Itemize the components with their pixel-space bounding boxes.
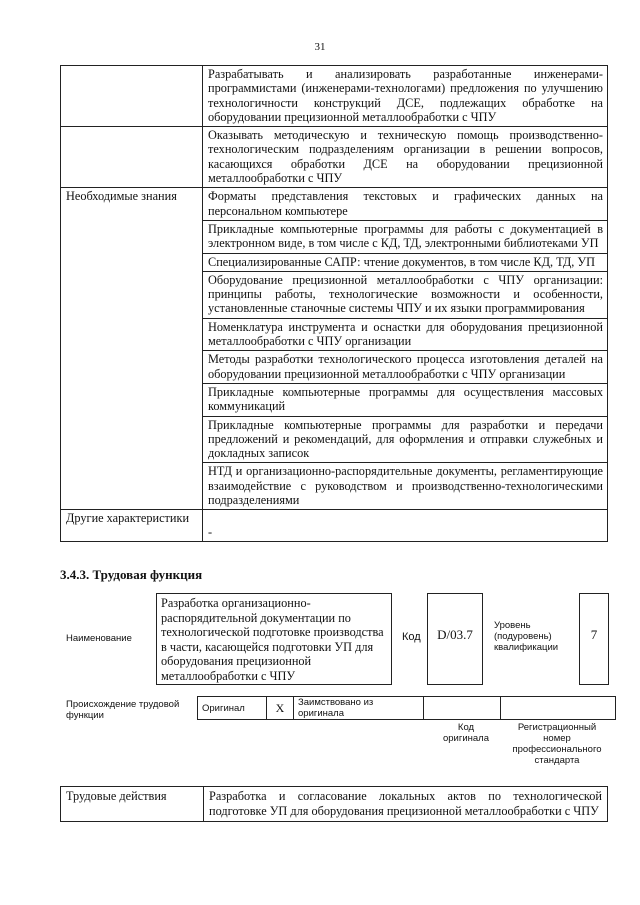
level-value: 7 [590, 627, 598, 642]
code-value-box [427, 593, 483, 685]
origin-table [197, 696, 616, 720]
table-row [61, 188, 608, 221]
page-number: 31 [314, 41, 326, 53]
borrowed-label: Заимствовано из оригинала [294, 697, 424, 720]
table-row [61, 127, 608, 188]
row-text: Специализированные САПР: чтение документов, в том числе КД, ТД, УП [203, 253, 608, 271]
row-text: Прикладные компьютерные программы для осуществления массовых коммуникаций [203, 383, 608, 416]
section-title: 3.4.3. Трудовая функция [60, 567, 203, 582]
original-code-cell [424, 697, 501, 720]
actions-text: Разработка и согласование локальных актов по технологической подготовке УП для оборудования прецизионной металлообработки с ЧПУ [204, 787, 608, 822]
row-text: Оказывать методическую и техническую помощь производственно-технологическим подразделениям организации в решении вопросов, касающихся обработки ДСЕ на оборудовании прецизионной металлообработки с ЧПУ [203, 127, 608, 188]
competency-table [60, 65, 608, 542]
row-label-other: Другие характеристики [61, 510, 203, 542]
reg-number-label: Регистрационный номер профессионального стандарта [512, 722, 602, 766]
row-label [61, 127, 203, 188]
row-text: Форматы представления текстовых и графических данных на персональном компьютере [203, 188, 608, 221]
row-text: Методы разработки технологического процесса изготовления деталей на оборудовании прецизионной металлообработки с ЧПУ организации [203, 351, 608, 384]
original-mark: X [267, 697, 294, 720]
actions-label: Трудовые действия [61, 787, 204, 822]
row-text: НТД и организационно-распорядительные документы, регламентирующие взаимодействие с руководством и производственно-технологическими подразделениями [203, 463, 608, 510]
original-label: Оригинал [198, 697, 267, 720]
function-name-box [156, 593, 392, 685]
row-label [61, 66, 203, 127]
row-text: Номенклатура инструмента и оснастки для оборудования прецизионной металлообработки с ЧПУ организации [203, 318, 608, 351]
row-label-knowledge: Необходимые знания [61, 188, 203, 510]
row-text: Прикладные компьютерные программы для работы с документацией в электронном виде, в том числе с КД, ТД, электронными библиотеками УП [203, 220, 608, 253]
row-text: Прикладные компьютерные программы для разработки и передачи предложений и рекомендаций, для оформления и отправки служебных и докладных записок [203, 416, 608, 463]
row-text: Разрабатывать и анализировать разработанные инженерами-программистами (инженерами-технологами) предложения по улучшению технологичности конструкций ДСЕ, подлежащих обработке на оборудовании прецизионной металлообработки с ЧПУ [203, 66, 608, 127]
row-text: - [203, 510, 608, 542]
table-row [61, 510, 608, 542]
actions-table [60, 786, 608, 822]
code-original-label: Код оригинала [442, 722, 489, 744]
function-name-text: Разработка организационно-распорядительной документации по технологической подготовке производства в части, касающейся подготовки УП для оборудования прецизионной металлообработки с ЧПУ [161, 596, 384, 683]
table-row [61, 66, 608, 127]
table-row [61, 787, 608, 822]
row-text: Оборудование прецизионной металлообработки с ЧПУ организации: принципы работы, технологические возможности и особенности, установленные станочные системы ЧПУ и их языки программирования [203, 271, 608, 318]
code-value: D/03.7 [437, 627, 473, 642]
level-value-box [579, 593, 609, 685]
origin-label: Происхождение трудовой функции [66, 699, 180, 721]
code-label: Код [402, 631, 421, 643]
level-label: Уровень (подуровень) квалификации [494, 620, 559, 653]
reg-number-cell [501, 697, 616, 720]
name-label: Наименование [66, 633, 132, 644]
